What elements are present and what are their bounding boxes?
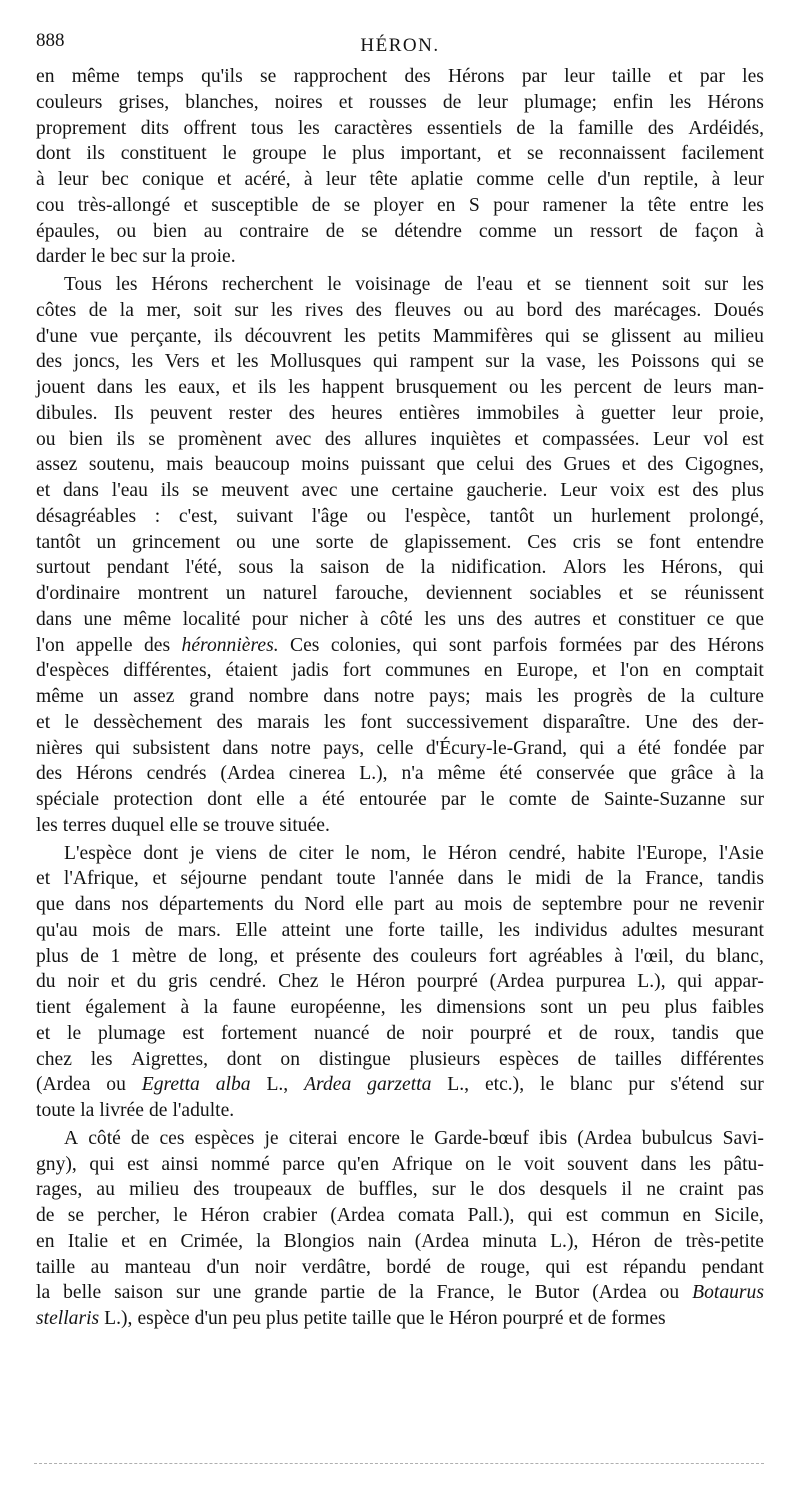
text-line: la belle saison sur une grande partie de la France, le Butor (Ardea ou Botaurus <box>36 1282 764 1304</box>
page-header <box>0 22 800 56</box>
text-line: A côté de ces espèces je citerai encore le Garde-bœuf ibis (Ardea bubulcus Savi- <box>64 1127 764 1149</box>
paragraph <box>36 64 764 270</box>
text-line: stellaris L.), espèce d'un peu plus petite taille que le Héron pourpré et de formes <box>36 1308 666 1329</box>
text-line: d'une vue perçante, ils découvrent les petits Mammifères qui se glissent au milieu <box>36 325 764 347</box>
text-line: que dans nos départements du Nord elle part au mois de septembre pour ne revenir <box>36 894 764 915</box>
text-line: surtout pendant l'été, sous la saison de la nidification. Alors les Hérons, qui <box>36 557 764 579</box>
text-line: qu'au mois de mars. Elle atteint une forte taille, les individus adultes mesurant <box>36 919 764 941</box>
text-line: assez soutenu, mais beaucoup moins puissant que celui des Grues et des Cigognes, <box>36 454 764 476</box>
paragraph <box>36 1126 764 1332</box>
text-line: Tous les Hérons recherchent le voisinage de l'eau et se tiennent soit sur les <box>64 274 764 295</box>
text-line: proprement dits offrent tous les caractères essentiels de la famille des Ardéidés, <box>36 117 764 139</box>
text-line: et le plumage est fortement nuancé de noir pourpré et de roux, tandis que <box>36 1022 764 1044</box>
text-line: rages, au milieu des troupeaux de buffles, sur le dos desquels il ne craint pas <box>36 1179 764 1201</box>
text-line: même un assez grand nombre dans notre pays; mais les progrès de la culture <box>36 686 764 707</box>
text-line: et dans l'eau ils se meuvent avec une certaine gaucherie. Leur voix est des plus <box>36 480 764 501</box>
body-text <box>36 64 764 1332</box>
text-line: d'ordinaire montrent un naturel farouche, deviennent sociables et se réunissent <box>36 583 764 604</box>
text-line: côtes de la mer, soit sur les rives des fleuves ou au bord des marécages. Doués <box>36 299 764 321</box>
running-title: HÉRON. <box>360 35 440 56</box>
text-line: à leur bec conique et acéré, à leur tête aplatie comme celle d'un reptile, à leur <box>36 169 764 190</box>
text-line: tient également à la faune européenne, les dimensions sont un peu plus faibles <box>36 997 764 1018</box>
text-line: ou bien ils se promènent avec des allures inquiètes et compassées. Leur vol est <box>36 428 764 450</box>
text-line: dibules. Ils peuvent rester des heures entières immobiles à guetter leur proie, <box>36 402 764 424</box>
text-line: et l'Afrique, et séjourne pendant toute l'année dans le midi de la France, tandis <box>36 868 764 890</box>
text-line: de se percher, le Héron crabier (Ardea comata Pall.), qui est commun en Sicile, <box>36 1205 764 1226</box>
text-line: spéciale protection dont elle a été entourée par le comte de Sainte-Suzanne sur <box>36 789 764 810</box>
text-line: nières qui subsistent dans notre pays, celle d'Écury-le-Grand, qui a été fondée par <box>36 737 764 759</box>
text-line: cou très-allongé et susceptible de se ployer en S pour ramener la tête entre les <box>36 194 764 216</box>
page-number: 888 <box>36 30 65 51</box>
footer-rule <box>34 1463 764 1464</box>
text-line: du noir et du gris cendré. Chez le Héron pourpré (Ardea purpurea L.), qui appar- <box>36 971 764 993</box>
text-line: et le dessèchement des marais les font successivement disparaître. Une des der- <box>36 711 764 733</box>
text-line: gny), qui est ainsi nommé parce qu'en Afrique on le voit souvent dans les pâtu- <box>36 1153 764 1175</box>
text-line: désagréables : c'est, suivant l'âge ou l'espèce, tantôt un hurlement prolongé, <box>36 505 764 527</box>
text-line: d'espèces différentes, étaient jadis fort communes en Europe, et l'on en comptait <box>36 660 764 682</box>
text-line: des joncs, les Vers et les Mollusques qui rampent sur la vase, les Poissons qui se <box>36 351 764 373</box>
text-line: darder le bec sur la proie. <box>36 246 236 268</box>
text-line: tantôt un grincement ou une sorte de glapissement. Ces cris se font entendre <box>36 531 764 553</box>
text-line: des Hérons cendrés (Ardea cinerea L.), n'a même été conservée que grâce à la <box>36 763 764 785</box>
text-line: taille au manteau d'un noir verdâtre, bordé de rouge, qui est répandu pendant <box>36 1256 764 1278</box>
text-line: en même temps qu'ils se rapprochent des Hérons par leur taille et par les <box>36 66 764 87</box>
text-line: dont ils constituent le groupe le plus important, et se reconnaissent facilement <box>36 143 764 165</box>
paragraph <box>36 841 764 1124</box>
paragraph <box>36 272 764 839</box>
text-line: chez les Aigrettes, dont on distingue plusieurs espèces de tailles différentes <box>36 1048 764 1070</box>
text-line: L'espèce dont je viens de citer le nom, le Héron cendré, habite l'Europe, l'Asie <box>64 842 764 864</box>
text-line: en Italie et en Crimée, la Blongios nain (Ardea minuta L.), Héron de très-petite <box>36 1230 764 1252</box>
text-line: épaules, ou bien au contraire de se détendre comme un ressort de façon à <box>36 220 764 242</box>
text-line: l'on appelle des héronnières. Ces colonies, qui sont parfois formées par des Hérons <box>36 634 764 656</box>
text-line: plus de 1 mètre de long, et présente des couleurs fort agréables à l'œil, du blanc, <box>36 945 764 967</box>
text-line: (Ardea ou Egretta alba L., Ardea garzetta L., etc.), le blanc pur s'étend sur <box>36 1074 764 1096</box>
text-line: dans une même localité pour nicher à côté les uns des autres et constituer ce que <box>36 608 764 630</box>
text-line: jouent dans les eaux, et ils les happent brusquement ou les percent de leurs man- <box>36 377 764 398</box>
text-line: couleurs grises, blanches, noires et rousses de leur plumage; enfin les Hérons <box>36 91 764 113</box>
text-line: les terres duquel elle se trouve située. <box>36 814 330 836</box>
text-line: toute la livrée de l'adulte. <box>36 1100 235 1121</box>
